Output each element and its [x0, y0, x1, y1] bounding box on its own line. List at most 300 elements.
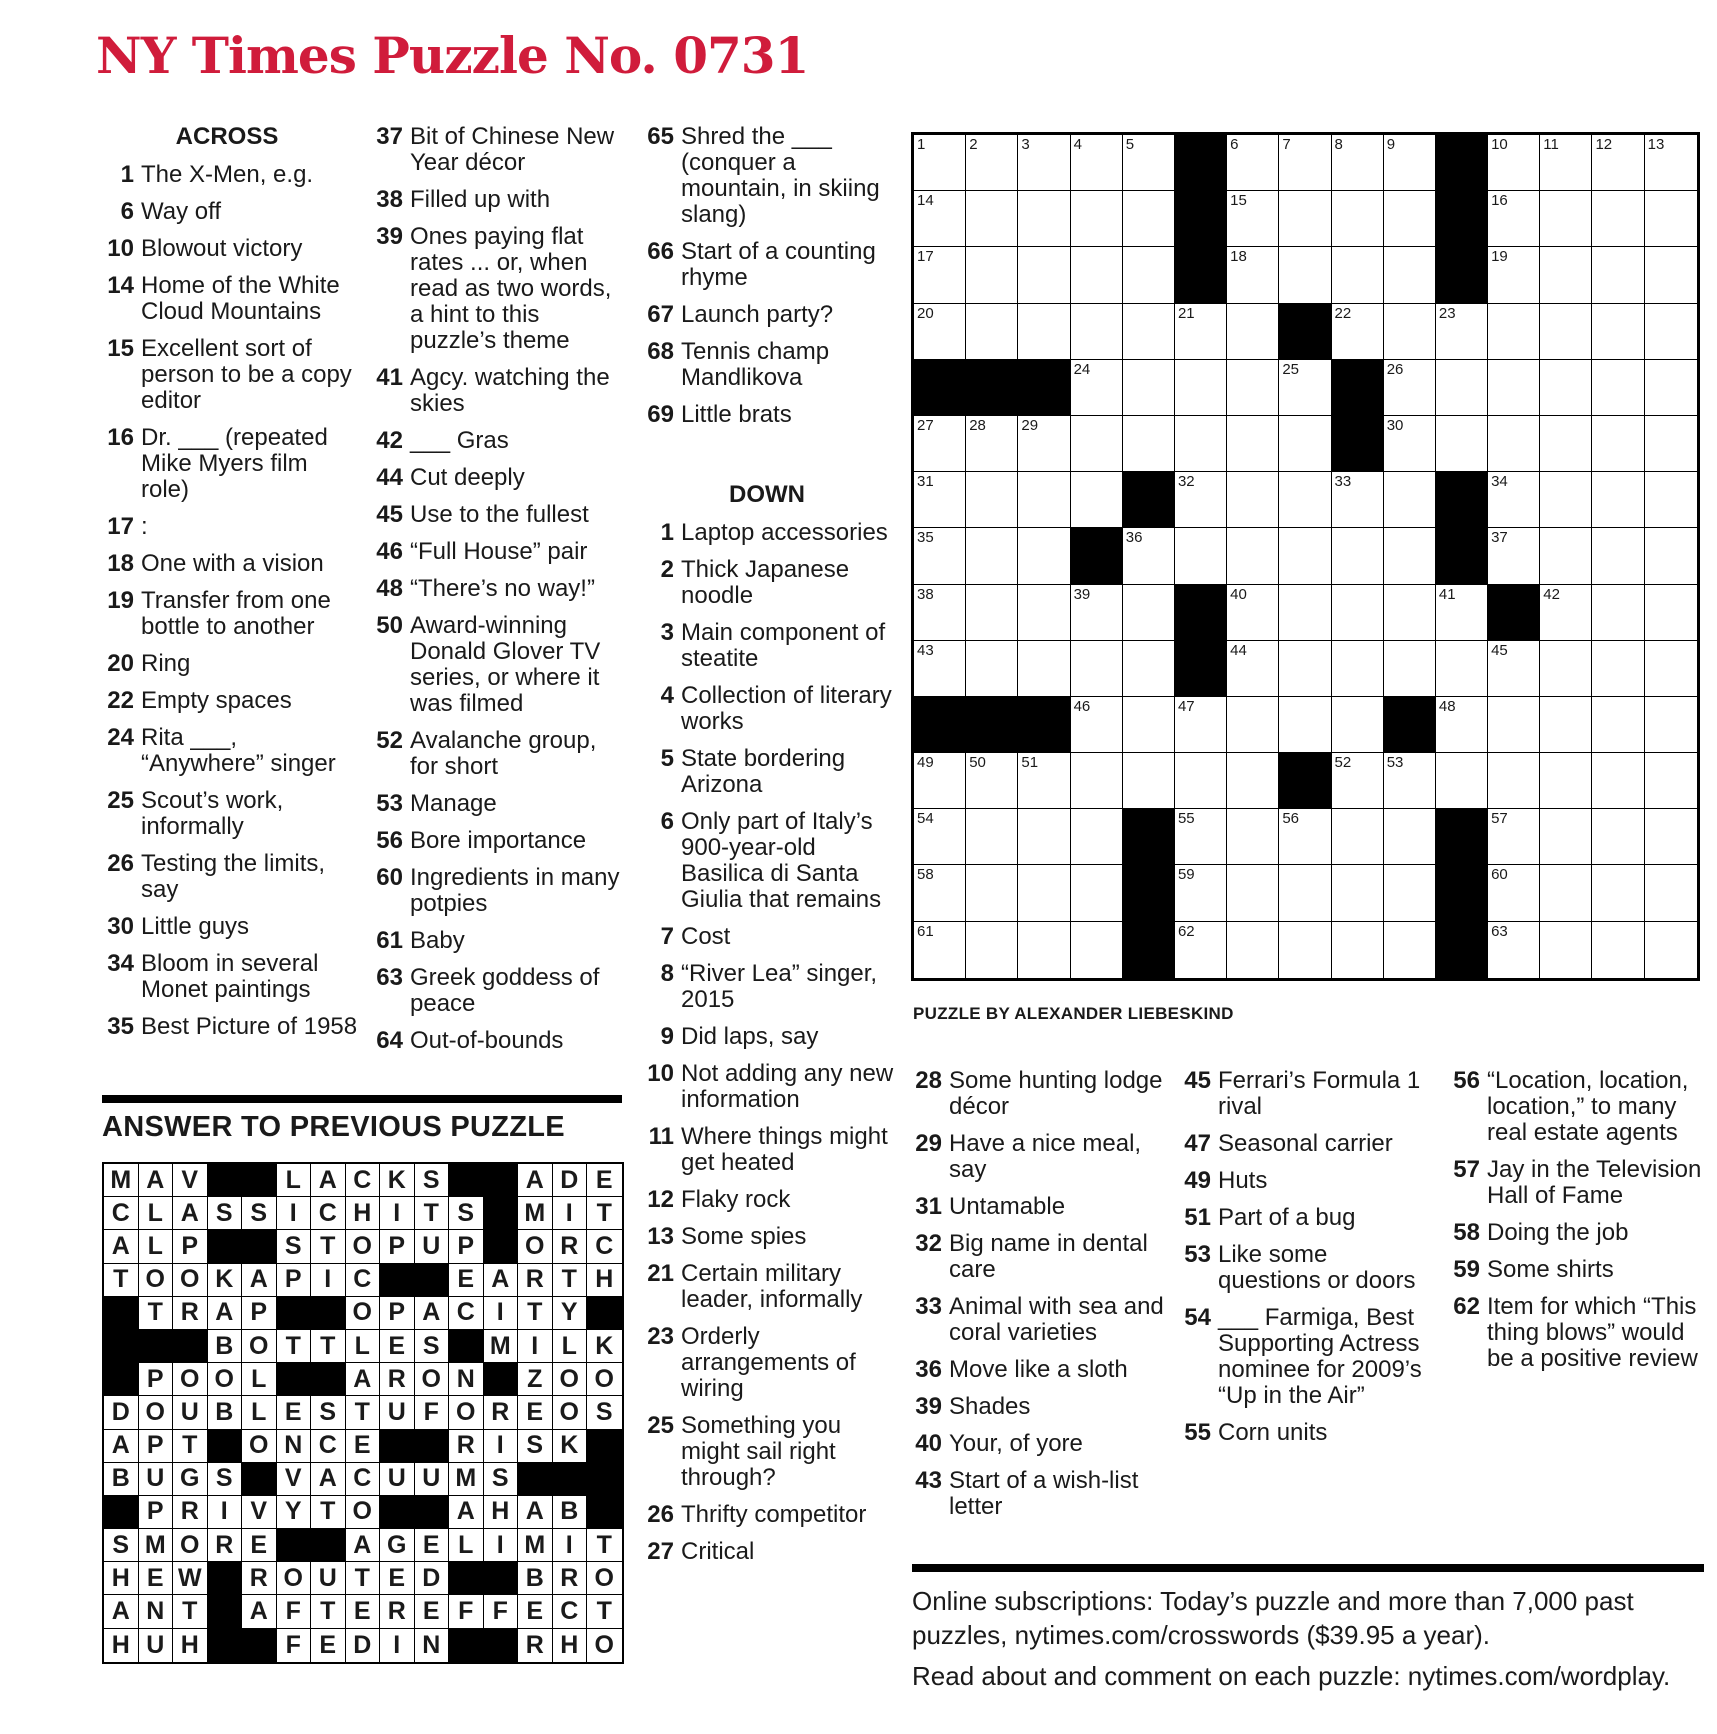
grid-cell[interactable] — [914, 753, 966, 809]
across-clue[interactable] — [96, 514, 358, 540]
answer-black-square — [277, 1529, 312, 1562]
across-clue[interactable] — [96, 725, 358, 777]
grid-cell[interactable] — [1227, 922, 1279, 978]
grid-cell[interactable] — [1384, 585, 1436, 641]
grid-cell[interactable] — [1071, 809, 1123, 865]
down-clue[interactable] — [636, 1061, 898, 1113]
across-clue[interactable] — [636, 302, 898, 328]
answer-cell: M — [518, 1529, 553, 1562]
grid-cell[interactable] — [1227, 191, 1279, 247]
across-clue[interactable] — [365, 828, 627, 854]
grid-cell[interactable] — [1488, 753, 1540, 809]
down-clue[interactable] — [1173, 1131, 1435, 1157]
grid-cell[interactable] — [1175, 304, 1227, 360]
across-clue[interactable] — [96, 336, 358, 414]
down-clue[interactable] — [904, 1394, 1166, 1420]
grid-cell[interactable] — [1436, 753, 1488, 809]
grid-cell[interactable] — [1018, 247, 1070, 303]
grid-cell[interactable] — [1540, 753, 1592, 809]
grid-cell[interactable] — [1384, 360, 1436, 416]
grid-cell[interactable] — [1540, 191, 1592, 247]
grid-cell[interactable] — [914, 191, 966, 247]
grid-cell[interactable] — [1592, 135, 1644, 191]
grid-cell[interactable] — [1018, 135, 1070, 191]
grid-cell[interactable] — [1645, 922, 1697, 978]
grid-cell[interactable] — [1592, 641, 1644, 697]
grid-cell[interactable] — [966, 135, 1018, 191]
grid-cell[interactable] — [1488, 472, 1540, 528]
grid-cell[interactable] — [914, 135, 966, 191]
answer-cell: P — [449, 1230, 484, 1263]
grid-cell[interactable] — [966, 528, 1018, 584]
grid-cell[interactable] — [1384, 135, 1436, 191]
grid-cell[interactable] — [1123, 697, 1175, 753]
grid-cell[interactable] — [1436, 360, 1488, 416]
down-clue[interactable] — [636, 961, 898, 1013]
grid-cell[interactable] — [1279, 472, 1331, 528]
grid-cell[interactable] — [1645, 585, 1697, 641]
grid-cell[interactable] — [966, 304, 1018, 360]
grid-cell[interactable] — [1071, 472, 1123, 528]
grid-cell[interactable] — [966, 641, 1018, 697]
down-clue[interactable] — [636, 557, 898, 609]
grid-cell[interactable] — [1384, 191, 1436, 247]
grid-cell[interactable] — [1436, 697, 1488, 753]
grid-cell[interactable] — [1175, 360, 1227, 416]
down-clue[interactable] — [1173, 1242, 1435, 1294]
grid-cell[interactable] — [1592, 247, 1644, 303]
down-clue[interactable] — [1173, 1420, 1435, 1446]
grid-cell[interactable] — [966, 472, 1018, 528]
answer-cell: I — [484, 1430, 519, 1463]
grid-cell[interactable] — [1175, 472, 1227, 528]
down-clue[interactable] — [904, 1131, 1166, 1183]
down-clue[interactable] — [1173, 1305, 1435, 1409]
grid-cell[interactable] — [1018, 472, 1070, 528]
answer-cell: K — [380, 1164, 415, 1197]
down-clue[interactable] — [904, 1294, 1166, 1346]
grid-cell[interactable] — [1018, 865, 1070, 921]
across-clue[interactable] — [96, 688, 358, 714]
answer-cell: F — [449, 1595, 484, 1628]
down-header: DOWN — [729, 481, 805, 508]
grid-cell[interactable] — [1540, 304, 1592, 360]
clue-number: 8 — [660, 960, 674, 987]
grid-cell[interactable] — [1227, 697, 1279, 753]
grid-cell[interactable] — [1592, 922, 1644, 978]
grid-cell[interactable] — [1071, 191, 1123, 247]
grid-cell[interactable] — [1279, 641, 1331, 697]
down-clue[interactable] — [1173, 1068, 1435, 1120]
grid-cell[interactable] — [1645, 528, 1697, 584]
down-clue[interactable] — [904, 1231, 1166, 1283]
grid-cell[interactable] — [1592, 865, 1644, 921]
grid-cell[interactable] — [914, 416, 966, 472]
grid-cell[interactable] — [1227, 135, 1279, 191]
grid-cell[interactable] — [1645, 304, 1697, 360]
across-clue[interactable] — [365, 428, 627, 454]
grid-cell[interactable] — [1540, 922, 1592, 978]
answer-black-square — [242, 1463, 277, 1496]
grid-cell[interactable] — [966, 809, 1018, 865]
grid-cell[interactable] — [1332, 922, 1384, 978]
grid-cell[interactable] — [1123, 304, 1175, 360]
grid-cell[interactable] — [1123, 135, 1175, 191]
grid-cell[interactable] — [1592, 360, 1644, 416]
down-clue[interactable] — [904, 1468, 1166, 1520]
grid-cell[interactable] — [1018, 416, 1070, 472]
clue-number: 26 — [107, 850, 134, 877]
grid-cell[interactable] — [1384, 865, 1436, 921]
down-clue[interactable] — [636, 1413, 898, 1491]
grid-cell[interactable] — [1488, 304, 1540, 360]
grid-cell[interactable] — [1592, 472, 1644, 528]
grid-cell[interactable] — [1018, 528, 1070, 584]
grid-cell[interactable] — [1384, 304, 1436, 360]
grid-cell[interactable] — [1645, 641, 1697, 697]
grid-cell[interactable] — [1279, 809, 1331, 865]
grid-cell[interactable] — [1175, 922, 1227, 978]
clue-text: Use to the fullest — [410, 501, 589, 528]
grid-cell[interactable] — [1071, 360, 1123, 416]
grid-cell[interactable] — [1175, 753, 1227, 809]
down-clue[interactable] — [636, 1024, 898, 1050]
grid-cell[interactable] — [1279, 922, 1331, 978]
grid-cell[interactable] — [1227, 641, 1279, 697]
grid-cell[interactable] — [1332, 528, 1384, 584]
clue-text: Certain military leader, informally — [681, 1260, 863, 1313]
clue-number: 46 — [376, 538, 403, 565]
across-clue[interactable] — [96, 651, 358, 677]
grid-cell[interactable] — [1123, 585, 1175, 641]
grid-cell[interactable] — [1592, 191, 1644, 247]
clue-number: 65 — [647, 123, 674, 150]
grid-cell[interactable] — [1540, 697, 1592, 753]
grid-cell[interactable] — [1227, 865, 1279, 921]
grid-cell[interactable] — [1488, 922, 1540, 978]
down-clue[interactable] — [636, 1124, 898, 1176]
grid-cell[interactable] — [1540, 360, 1592, 416]
grid-cell[interactable] — [1436, 304, 1488, 360]
grid-cell[interactable] — [1279, 528, 1331, 584]
grid-cell[interactable] — [1332, 472, 1384, 528]
grid-cell[interactable] — [1540, 865, 1592, 921]
grid-cell[interactable] — [1645, 416, 1697, 472]
grid-cell[interactable] — [1540, 809, 1592, 865]
grid-cell[interactable] — [1488, 135, 1540, 191]
across-clue[interactable] — [365, 539, 627, 565]
down-clue[interactable] — [636, 683, 898, 735]
previous-answer-title: ANSWER TO PREVIOUS PUZZLE — [102, 1111, 565, 1143]
grid-cell[interactable] — [1592, 585, 1644, 641]
grid-cell[interactable] — [1175, 865, 1227, 921]
grid-cell[interactable] — [1227, 528, 1279, 584]
across-clue[interactable] — [365, 791, 627, 817]
grid-cell[interactable] — [1384, 809, 1436, 865]
down-clue[interactable] — [1442, 1157, 1704, 1209]
grid-cell[interactable] — [914, 865, 966, 921]
down-clue[interactable] — [636, 746, 898, 798]
across-clue[interactable] — [96, 425, 358, 503]
across-clue[interactable] — [365, 576, 627, 602]
down-clue[interactable] — [636, 1324, 898, 1402]
grid-cell[interactable] — [1071, 585, 1123, 641]
grid-cell[interactable] — [914, 247, 966, 303]
across-clue[interactable] — [365, 1028, 627, 1054]
grid-cell[interactable] — [1592, 304, 1644, 360]
grid-cell[interactable] — [1123, 641, 1175, 697]
answer-cell: H — [173, 1629, 208, 1662]
grid-cell[interactable] — [1018, 304, 1070, 360]
grid-cell[interactable] — [966, 753, 1018, 809]
down-clue[interactable] — [636, 1502, 898, 1528]
grid-cell[interactable] — [1332, 641, 1384, 697]
down-clue[interactable] — [636, 1261, 898, 1313]
across-column-3 — [636, 124, 898, 439]
across-clue[interactable] — [96, 199, 358, 225]
grid-cell[interactable] — [1540, 641, 1592, 697]
grid-cell[interactable] — [1384, 922, 1436, 978]
across-clue[interactable] — [365, 465, 627, 491]
grid-cell[interactable] — [1018, 753, 1070, 809]
grid-cell[interactable] — [1436, 416, 1488, 472]
grid-cell[interactable] — [1488, 528, 1540, 584]
grid-cell[interactable] — [1488, 865, 1540, 921]
grid-cell[interactable] — [914, 809, 966, 865]
across-clue[interactable] — [636, 402, 898, 428]
grid-cell[interactable] — [966, 865, 1018, 921]
across-clue[interactable] — [636, 339, 898, 391]
grid-cell[interactable] — [1175, 416, 1227, 472]
grid-cell[interactable] — [1384, 416, 1436, 472]
grid-cell[interactable] — [1279, 135, 1331, 191]
down-clue[interactable] — [636, 1539, 898, 1565]
grid-cell[interactable] — [966, 416, 1018, 472]
down-clue[interactable] — [1442, 1257, 1704, 1283]
grid-cell[interactable] — [1488, 416, 1540, 472]
grid-cell[interactable] — [1227, 809, 1279, 865]
grid-cell[interactable] — [1488, 247, 1540, 303]
grid-cell[interactable] — [1645, 753, 1697, 809]
across-clue[interactable] — [96, 588, 358, 640]
grid-cell[interactable] — [1018, 191, 1070, 247]
across-clue[interactable] — [365, 865, 627, 917]
grid-cell[interactable] — [1175, 809, 1227, 865]
grid-cell[interactable] — [1540, 585, 1592, 641]
grid-cell[interactable] — [1645, 865, 1697, 921]
grid-cell[interactable] — [1332, 191, 1384, 247]
grid-cell[interactable] — [1018, 641, 1070, 697]
across-clue[interactable] — [96, 236, 358, 262]
grid-cell[interactable] — [1384, 472, 1436, 528]
grid-cell[interactable] — [1123, 191, 1175, 247]
down-clue[interactable] — [1442, 1220, 1704, 1246]
grid-cell[interactable] — [1071, 135, 1123, 191]
down-clue[interactable] — [904, 1431, 1166, 1457]
across-clue[interactable] — [636, 124, 898, 228]
down-clue[interactable] — [636, 620, 898, 672]
across-clue[interactable] — [96, 951, 358, 1003]
across-clue[interactable] — [96, 162, 358, 188]
grid-cell[interactable] — [1540, 135, 1592, 191]
grid-cell[interactable] — [966, 191, 1018, 247]
grid-cell[interactable] — [1488, 809, 1540, 865]
grid-cell[interactable] — [1540, 528, 1592, 584]
grid-cell[interactable] — [1279, 865, 1331, 921]
grid-cell[interactable] — [1592, 416, 1644, 472]
grid-cell[interactable] — [1279, 697, 1331, 753]
grid-cell[interactable] — [1436, 641, 1488, 697]
down-clue[interactable] — [636, 924, 898, 950]
grid-cell[interactable] — [966, 585, 1018, 641]
grid-cell[interactable] — [1540, 416, 1592, 472]
across-clue[interactable] — [96, 273, 358, 325]
grid-cell[interactable] — [1488, 360, 1540, 416]
grid-cell[interactable] — [1071, 697, 1123, 753]
grid-cell[interactable] — [1332, 697, 1384, 753]
grid-cell[interactable] — [1227, 360, 1279, 416]
grid-cell[interactable] — [1071, 865, 1123, 921]
grid-cell[interactable] — [1175, 697, 1227, 753]
grid-cell[interactable] — [1384, 641, 1436, 697]
grid-cell[interactable] — [1332, 135, 1384, 191]
grid-cell[interactable] — [1592, 753, 1644, 809]
grid-cell[interactable] — [1018, 585, 1070, 641]
grid-cell[interactable] — [1279, 416, 1331, 472]
grid-cell[interactable] — [1645, 472, 1697, 528]
answer-cell: C — [587, 1230, 622, 1263]
grid-cell[interactable] — [966, 247, 1018, 303]
down-clue[interactable] — [1442, 1294, 1704, 1372]
grid-cell[interactable] — [1227, 247, 1279, 303]
answer-black-square — [208, 1430, 243, 1463]
across-clue[interactable] — [365, 224, 627, 354]
grid-cell[interactable] — [1071, 922, 1123, 978]
grid-cell[interactable] — [1592, 809, 1644, 865]
grid-cell[interactable] — [1645, 191, 1697, 247]
grid-cell[interactable] — [1071, 416, 1123, 472]
answer-cell: I — [380, 1629, 415, 1662]
across-clue[interactable] — [365, 928, 627, 954]
grid-cell[interactable] — [1279, 247, 1331, 303]
grid-cell[interactable] — [1540, 472, 1592, 528]
grid-cell[interactable] — [1071, 304, 1123, 360]
grid-cell[interactable] — [1592, 528, 1644, 584]
grid-cell[interactable] — [1279, 585, 1331, 641]
grid-cell[interactable] — [1592, 697, 1644, 753]
grid-cell[interactable] — [1332, 753, 1384, 809]
grid-cell[interactable] — [1488, 697, 1540, 753]
down-clue[interactable] — [1173, 1168, 1435, 1194]
clue-number: 41 — [376, 364, 403, 391]
grid-cell[interactable] — [1332, 865, 1384, 921]
grid-cell[interactable] — [1384, 528, 1436, 584]
grid-cell[interactable] — [1018, 922, 1070, 978]
grid-cell[interactable] — [1123, 416, 1175, 472]
across-clue[interactable] — [96, 851, 358, 903]
grid-cell[interactable] — [1332, 809, 1384, 865]
grid-cell[interactable] — [966, 922, 1018, 978]
grid-cell[interactable] — [1384, 247, 1436, 303]
grid-cell[interactable] — [914, 472, 966, 528]
grid-cell[interactable] — [1123, 528, 1175, 584]
grid-cell[interactable] — [1227, 585, 1279, 641]
grid-cell[interactable] — [914, 641, 966, 697]
clue-number: 18 — [107, 550, 134, 577]
across-clue[interactable] — [365, 124, 627, 176]
grid-cell[interactable] — [1227, 304, 1279, 360]
down-clue[interactable] — [636, 1187, 898, 1213]
grid-cell[interactable] — [1645, 809, 1697, 865]
answer-black-square — [277, 1297, 312, 1330]
grid-cell[interactable] — [1332, 585, 1384, 641]
clue-number: 47 — [1184, 1130, 1211, 1157]
grid-cell[interactable] — [1227, 753, 1279, 809]
answer-cell: E — [346, 1430, 381, 1463]
grid-cell[interactable] — [1384, 753, 1436, 809]
grid-cell[interactable] — [914, 585, 966, 641]
grid-cell[interactable] — [1279, 360, 1331, 416]
grid-cell[interactable] — [1071, 753, 1123, 809]
grid-cell[interactable] — [1488, 641, 1540, 697]
grid-cell[interactable] — [1227, 472, 1279, 528]
across-clue[interactable] — [636, 239, 898, 291]
grid-cell[interactable] — [1018, 809, 1070, 865]
down-clue[interactable] — [1173, 1205, 1435, 1231]
across-clue[interactable] — [365, 187, 627, 213]
grid-cell[interactable] — [1175, 528, 1227, 584]
grid-cell[interactable] — [1123, 360, 1175, 416]
grid-cell[interactable] — [1071, 641, 1123, 697]
grid-cell[interactable] — [1645, 360, 1697, 416]
across-clue[interactable] — [96, 914, 358, 940]
across-clue[interactable] — [365, 728, 627, 780]
across-clue[interactable] — [365, 965, 627, 1017]
crossword-grid[interactable] — [911, 132, 1700, 981]
grid-cell[interactable] — [914, 922, 966, 978]
across-clue[interactable] — [96, 788, 358, 840]
across-clue[interactable] — [365, 502, 627, 528]
across-clue[interactable] — [96, 1014, 358, 1040]
grid-cell[interactable] — [1123, 247, 1175, 303]
grid-cell[interactable] — [1332, 247, 1384, 303]
down-clue[interactable] — [636, 1224, 898, 1250]
grid-cell[interactable] — [1540, 247, 1592, 303]
down-clue[interactable] — [904, 1357, 1166, 1383]
grid-cell[interactable] — [1123, 753, 1175, 809]
grid-cell[interactable] — [914, 528, 966, 584]
down-clue[interactable] — [904, 1068, 1166, 1120]
down-clue[interactable] — [636, 520, 898, 546]
down-clue[interactable] — [1442, 1068, 1704, 1146]
across-clue[interactable] — [365, 613, 627, 717]
across-clue[interactable] — [365, 365, 627, 417]
grid-cell[interactable] — [1488, 191, 1540, 247]
grid-cell[interactable] — [1645, 135, 1697, 191]
grid-cell[interactable] — [1279, 191, 1331, 247]
down-clue[interactable] — [904, 1194, 1166, 1220]
answer-black-square — [587, 1463, 622, 1496]
grid-cell[interactable] — [1071, 247, 1123, 303]
grid-cell[interactable] — [1436, 585, 1488, 641]
grid-cell[interactable] — [1227, 416, 1279, 472]
grid-cell[interactable] — [1332, 304, 1384, 360]
grid-cell[interactable] — [914, 304, 966, 360]
grid-cell[interactable] — [1645, 697, 1697, 753]
down-clue[interactable] — [636, 809, 898, 913]
grid-cell[interactable] — [1645, 247, 1697, 303]
across-clue[interactable] — [96, 551, 358, 577]
